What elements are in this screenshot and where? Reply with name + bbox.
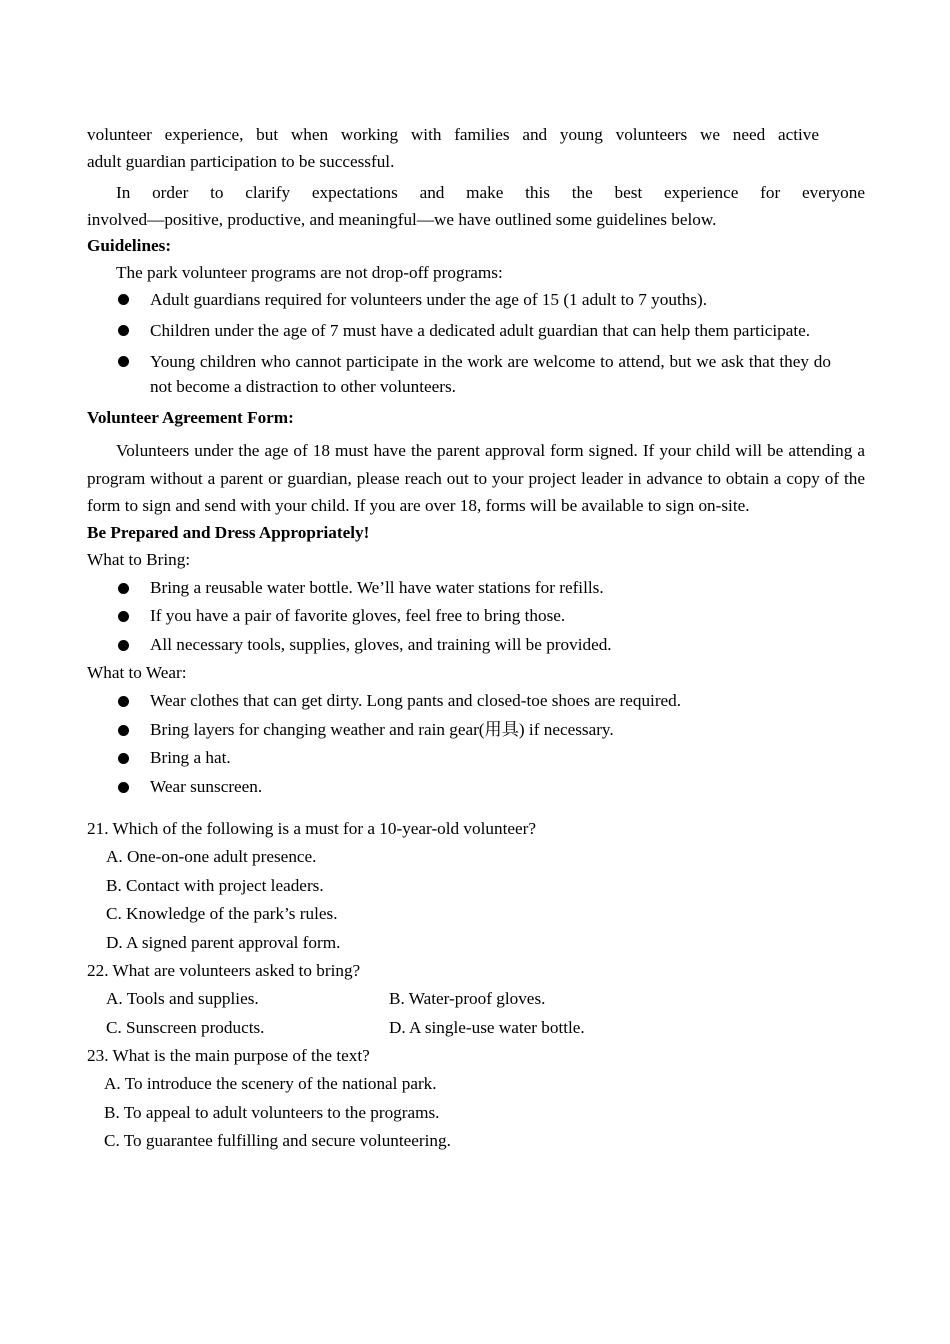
bullet-icon [118,294,129,305]
prepared-heading: Be Prepared and Dress Appropriately! [87,522,370,542]
question-stem: 22. What are volunteers asked to bring? [87,961,361,980]
question-21 [87,815,865,957]
clarify-line-2: involved—positive, productive, and meaningful—we have outlined some guidelines below. [87,210,717,229]
list-item: Adult guardians required for volunteers under the age of 15 (1 adult to 7 youths). [87,287,865,312]
bullet-icon [118,325,129,336]
wear-label: What to Wear: [87,663,187,682]
answer-option: A. Tools and supplies. [106,989,259,1008]
list-item: Bring layers for changing weather and rain gear(用具) if necessary. [87,716,865,745]
question-23 [87,1042,865,1156]
clarify-paragraph [87,179,865,233]
bullet-icon [118,611,129,622]
answer-option: B. Contact with project leaders. [106,875,324,895]
answer-row [87,985,865,1014]
answer-row [87,1014,865,1043]
list-item: If you have a pair of favorite gloves, feel free to bring those. [87,602,865,631]
intro-line-2: adult guardian participation to be successful. [87,152,395,171]
guidelines-list [87,287,865,399]
bullet-icon [118,583,129,594]
list-item: Young children who cannot participate in the work are welcome to attend, but we ask that they do not become a distraction to other volunteers. [87,349,865,399]
answer-option: B. Water-proof gloves. [389,989,546,1008]
intro-line-1: volunteer experience, but when working with families and young volunteers we need active [87,125,819,144]
answer-option: A. One-on-one adult presence. [106,847,317,866]
answer-option: D. A single-use water bottle. [389,1017,585,1037]
bullet-icon [118,356,129,367]
list-item: Bring a hat. [87,744,865,773]
bullet-icon [118,725,129,736]
guidelines-heading: Guidelines: [87,236,172,255]
question-stem: 23. What is the main purpose of the text? [87,1046,370,1065]
answer-option: C. To guarantee fulfilling and secure volunteering. [104,1131,451,1150]
bullet-icon [118,753,129,764]
intro-paragraph [87,121,865,175]
guidelines-lead: The park volunteer programs are not drop-off programs: [116,263,503,282]
answer-option: B. To appeal to adult volunteers to the programs. [104,1102,440,1122]
agreement-heading: Volunteer Agreement Form: [87,408,294,427]
question-stem: 21. Which of the following is a must for a 10-year-old volunteer? [87,819,536,838]
list-item: Bring a reusable water bottle. We’ll have water stations for refills. [87,574,865,603]
answer-option: C. Sunscreen products. [106,1017,265,1037]
answer-option: D. A signed parent approval form. [106,932,341,952]
list-item: All necessary tools, supplies, gloves, and training will be provided. [87,631,865,660]
bullet-icon [118,640,129,651]
list-item: Wear sunscreen. [87,773,865,802]
bring-label: What to Bring: [87,549,191,569]
wear-list [87,687,865,801]
agreement-text: Volunteers under the age of 18 must have the parent approval form signed. If your child will be attending a program without a parent or guardian, please reach out to your project leader in advance to obtain a copy of the form to sign and send with your child. If you are over 18, forms will be available to sign on-site. [87,441,865,515]
answer-option: A. To introduce the scenery of the national park. [104,1074,437,1093]
document-page [87,121,865,1156]
list-item: Children under the age of 7 must have a dedicated adult guardian that can help them participate. [87,318,865,343]
question-22 [87,957,865,1042]
list-item: Wear clothes that can get dirty. Long pants and closed-toe shoes are required. [87,687,865,716]
bring-list [87,574,865,660]
clarify-line-1: In order to clarify expectations and make this the best experience for everyone [116,183,865,202]
answer-option: C. Knowledge of the park’s rules. [106,904,338,923]
bullet-icon [118,782,129,793]
bullet-icon [118,696,129,707]
